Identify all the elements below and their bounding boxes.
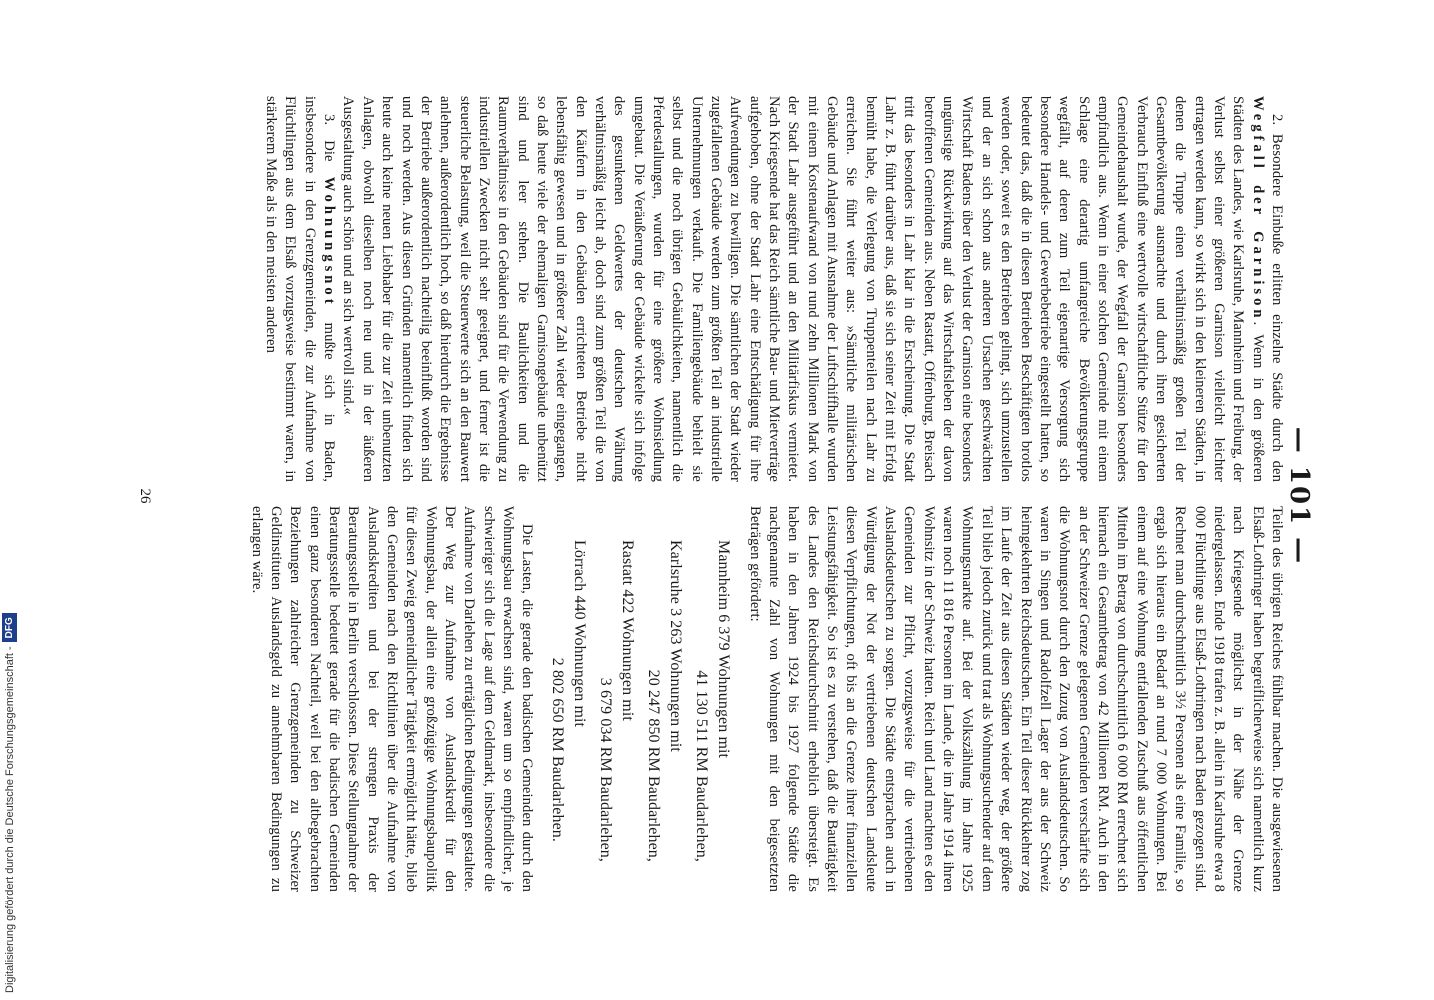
- paragraph-garrison: [338, 96, 1286, 482]
- paragraph-garrison-body: . Wenn in den größeren Städten des Landes, wie Karlsruhe, Mannheim und Freiburg, der Verlust selbst einer größeren Garnison vielleicht leichter ertragen werden kann, so wirkt sich in den kleineren Städten, in denen die Truppe einen verhältnismäßig großen Teil der Gesamtbevölkerung ausmachte und durch ihren gesicherten Verbrauch Einfluß eine wertvolle wirtschaftliche Stütze für den Gemeindehaushalt wurde, der Wegfall der Garnison besonders empfindlich aus. Wenn in einer solchen Gemeinde mit einem Schlage eine derartig umfangreiche Bevölkerungsgruppe wegfällt, auf deren zum Teil eigenartige Versorgung sich besondere Handels- und Gewerbebetriebe eingestellt hatten, so bedeutet das, daß die in diesen Betrieben Beschäftigten brotlos werden oder, soweit es den Betrieben gelingt, sich umzustellen und der an sich schon aus anderen Ursachen geschwächten Wirtschaft Badens über den Verlust der Garnison eine besonders ungünstige Rückwirkung auf das Wirtschaftsleben der davon betroffenen Gemeinden aus. Neben Rastatt, Offenburg, Breisach tritt das besonders in Lahr klar in die Erscheinung. Die Stadt Lahr z. B. führt darüber aus, daß sie sich seiner Zeit mit Erfolg bemüht habe, die Verlegung von Truppenteilen nach Lahr zu erreichen. Sie führt weiter aus: »Sämtliche militärischen Gebäude und Anlagen mit Ausnahme der Luftschiffhalle wurden mit einem Kostenaufwand von rund zehn Millionen Mark von der Stadt Lahr ausgeführt und an den Militärfiskus vermietet. Nach Kriegsende hat das Reich sämtliche Bau- und Mietverträge aufgehoben, ohne der Stadt Lahr eine Entschädigung für ihre Aufwendungen zu bewilligen. Die sämtlichen der Stadt wieder zugefallenen Gebäude werden zum größten Teil an industrielle Unternehmungen verkauft. Die Familiengebäude behielt sie selbst und die noch übrigen Gebäulichkeiten, namentlich die Pferdestallungen, wurden für eine größere Wohnsiedlung umgebaut. Die Veräußerung der Gebäude wickelte sich infolge des gesunkenen Geldwertes der deutschen Währung verhältnismäßig leicht ab, doch sind zum größten Teil die von den Käufern in den Gebäuden errichteten Betriebe nicht lebensfähig gewesen und in größerer Zahl wieder eingegangen, so daß heute viele der ehemaligen Garnisongebäude unbenützt sind und leer stehen. Die Baulichkeiten und die Raumverhältnisse in den Gebäuden sind für die Verwendung zu industriellen Zwecken nicht sehr geeignet, und ferner ist die steuerliche Belastung, weil die Steuerwerte sich an den Bauwert anlehnen, außerordentlich hoch, so daß hierdurch die Ergebnisse der Betriebe außerordentlich nachteilig beeinflußt worden sind und noch werden. Aus diesen Gründen namentlich finden sich heute auch keine neuen Liebhaber für die zur Zeit unbenutzten Anlagen, obwohl dieselben noch neu und in der äußeren Ausgestaltung auch schön und an sich wertvoll sind.«: [340, 96, 1266, 482]
- figure-city: Rastatt 422 Wohnungen mit: [619, 540, 637, 721]
- spaced-heading-garrison: Wegfall der Garnison: [1249, 96, 1266, 322]
- dfg-logo: DFG: [2, 613, 17, 642]
- folio-number: 26: [137, 488, 153, 504]
- figure-amount: 41 130 511 RM Baudarlehen,: [693, 670, 711, 862]
- figure-amount: 2 802 650 RM Baudarlehen.: [549, 657, 567, 842]
- housing-figures-list: [546, 506, 734, 892]
- right-column: [136, 506, 1286, 892]
- spaced-heading-housing: Wohnungsnot: [321, 176, 338, 308]
- page-number-header: — 101 —: [1284, 426, 1314, 566]
- credit-text: Digitalisierung gefördert durch die Deutsche Forschungsgemeinschaft -: [3, 646, 16, 993]
- paragraph-garrison-start: 2. Besondere Einbuße erlitten einzelne Städte durch den: [1269, 114, 1285, 482]
- book-page: [136, 96, 1316, 896]
- left-column: [136, 96, 1286, 482]
- figure-city: Lörrach 440 Wohnungen mit: [571, 540, 589, 728]
- paragraph-housing-start: 3. Die: [321, 114, 338, 177]
- digitization-credit: [2, 613, 17, 993]
- figure-amount: 3 679 034 RM Baudarlehen,: [597, 677, 615, 862]
- figure-amount: 20 247 850 RM Baudarlehen,: [645, 669, 663, 862]
- paragraph-housing: [261, 96, 338, 482]
- figure-city: Karlsruhe 3 263 Wohnungen mit: [667, 540, 685, 752]
- paragraph-burdens: Die Lasten, die gerade den badischen Gemeinden durch den Wohnungsbau erwachsen sind, waren um so empfindlicher, je schwieriger sich die Lage auf dem Geldmarkt, insbesondere die Aufnahme von Darlehen zu erträglichen Bedingungen gestaltete. Der Weg zur Aufnahme von Auslandskredit für den Wohnungsbau, der allein eine großzügige Wohnungsbaupolitik für diesen Zweig gemeindlicher Tätigkeit ermöglicht hätte, blieb den Gemeinden nach den Richtlinien über die Aufnahme von Auslandskrediten und bei der strengen Praxis der Beratungsstelle in Berlin verschlossen. Diese Stellungnahme der Beratungsstelle bedeutet gerade für die badischen Gemeinden einen ganz besonderen Nachteil, weil bei den altbegebrachten Beziehungen zahlreicher Grenzgemeinden zu Schweizer Geldinstituten Auslandsgeld zu annehmbaren Bedingungen zu erlangen wäre.: [248, 506, 536, 892]
- paragraph-housing-body: mußte sich in Baden, insbesondere in den Grenzgemeinden, die zur Aufnahme von Flüchtlingen aus dem Elsaß vorzugsweise bestimmt waren, in stärkerem Maße als in den meisten anderen: [263, 96, 338, 482]
- figure-city: Mannheim 6 379 Wohnungen mit: [715, 540, 733, 759]
- paragraph-refugees: Teilen des übrigen Reiches fühlbar machen. Die ausgewiesenen Elsaß-Lothringer haben begreiflicherweise sich namentlich kurz nach Kriegsende möglichst in der Nähe der Grenze niedergelassen. Ende 1918 trafen z. B. allein in Karlsruhe etwa 8 000 Flüchtlinge aus Elsaß-Lothringen nach Baden gezogen sind. Rechnet man durchschnittlich 3½ Personen als eine Familie, so ergab sich hieraus ein Bedarf an rund 7 000 Wohnungen. Bei einem auf eine Wohnung entfallenden Zuschuß aus öffentlichen Mitteln im Betrag von durchschnittlich 6 000 RM errechnet sich hiernach ein Gesamtbetrag von 42 Millionen RM. Auch in den an der Schweizer Grenze gelegenen Gemeinden verschärfte sich die Wohnungsnot durch den Zuzug von Auslandsdeutschen. So waren in Singen und Radolfzell Lager der aus der Schweiz heimgekehrten Reichsdeutschen. Ein Teil dieser Rückkehrer zog im Laufe der Zeit aus diesen Städten wieder weg, der größere Teil blieb jedoch zurück und trat als Wohnungsuchender auf dem Wohnungsmarkte auf. Bei der Volkszählung im Jahre 1925 waren noch 11 816 Personen im Lande, die im Jahre 1914 ihren Wohnsitz in der Schweiz hatten. Reich und Land machten es den Gemeinden zur Pflicht, vorzugsweise für die vertriebenen Auslandsdeutschen zu sorgen. Die Städte entsprachen auch in Würdigung der Not der vertriebenen deutschen Landsleute diesen Verpflichtungen, oft bis an die Grenze ihrer finanziellen Leistungsfähigkeit. So ist es zu verstehen, daß die Bautätigkeit des Landes den Reichsdurchschnitt erheblich übersteigt. Es haben in den Jahren 1924 bis 1927 folgende Städte die nachgenannte Zahl von Wohnungen mit den beigesetzten Beträgen gefördert:: [746, 506, 1285, 892]
